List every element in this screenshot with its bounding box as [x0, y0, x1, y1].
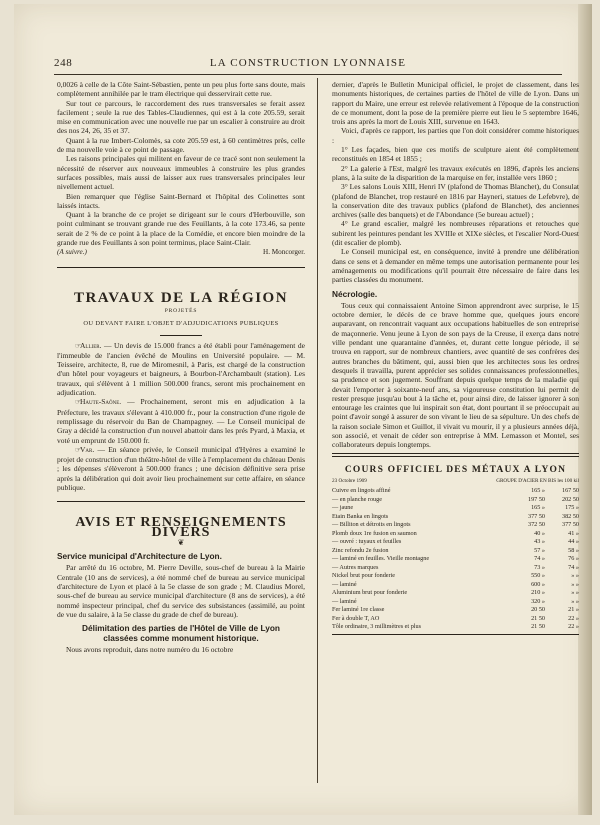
metal-label: Zinc refondu 2e fusion	[332, 546, 389, 554]
metal-label: Etain Banka en lingots	[332, 512, 389, 520]
price-high: 202 50	[561, 495, 579, 503]
price-low: 197 50	[527, 495, 545, 503]
list-item: 4° Le grand escalier, malgré les nombreuses réparations et retouches que subirent les peintures pendant les XVIIIe et XIXe siècles, et l'escalier Nord-Ouest (dit escalier de plomb).	[332, 219, 579, 248]
metal-label: Tôle ordinaire, 3 millimètres et plus	[332, 623, 422, 631]
price-low: 210 »	[531, 589, 545, 597]
price-low: 20 50	[531, 606, 545, 614]
price-low: 73 »	[534, 563, 545, 571]
table-row	[332, 496, 579, 505]
price-low: 43 »	[534, 538, 545, 546]
metals-date: 23 Octobre 1909	[332, 477, 367, 484]
price-high: 167 50	[561, 487, 579, 495]
price-high: 74 »	[568, 563, 579, 571]
paragraph: 0,0026 à celle de la Côte Saint-Sébastien, pente un peu plus forte sans doute, mais complètement annihilée par le tram électrique qui desservirait cette rue.	[57, 80, 305, 99]
metal-label: — ouvré : tuyaux et feuilles	[332, 538, 402, 546]
metals-price-table	[332, 487, 579, 632]
metal-label: Fer à double T, AO	[332, 614, 380, 622]
table-row	[332, 623, 579, 632]
table-row	[332, 555, 579, 564]
table-row	[332, 513, 579, 522]
price-high: 22 »	[568, 623, 579, 631]
metals-table-subheader	[332, 477, 579, 486]
price-low: 377 50	[527, 512, 545, 520]
ornament-icon: ❦	[177, 537, 185, 547]
left-column	[57, 80, 305, 654]
price-high: 22 »	[568, 614, 579, 622]
metal-label: — jaune	[332, 504, 354, 512]
table-row	[332, 598, 579, 607]
table-row	[332, 530, 579, 539]
price-low: 40 »	[534, 529, 545, 537]
price-low: 600 »	[531, 580, 545, 588]
section-heading: Délimitation des parties de l'Hôtel de Ville de Lyon classées comme monument historique.	[82, 623, 280, 643]
table-row	[332, 572, 579, 581]
paragraph: Nous avons reproduit, dans notre numéro du 16 octobre	[66, 644, 234, 654]
paragraph: Quant à la rue Imbert-Colomès, sa cote 205.59 est, à 60 centimètres près, celle de ma nouvelle voie à ce point de passage.	[57, 135, 305, 155]
price-high: 76 »	[568, 555, 579, 563]
paragraph: Voici, d'après ce rapport, les parties que l'on doit considérer comme historiques :	[332, 126, 579, 145]
price-low: 21 50	[531, 623, 545, 631]
table-row	[332, 547, 579, 556]
table-row	[332, 487, 579, 496]
price-high: 377 50	[561, 521, 579, 529]
price-high: 382 50	[561, 512, 579, 520]
metal-label: Plomb doux 1re fusion en saumon	[332, 529, 417, 537]
paragraph: Sur tout ce parcours, le raccordement des rues transversales se ferait assez facilement ; seule la rue des Tables-Claudiennes, qui est à la cote 205.59, serait mise en communication avec une nouvelle rue par un escalier à construire au droit des nos 24, 26, 35 et 37.	[57, 98, 305, 136]
paragraph: Par arrêté du 16 octobre, M. Pierre Deville, sous-chef de bureau à la Mairie Centrale (10 ans de services), a été nommé chef de bureau au service municipal d'architecture de Lyon et placé à la 5e classe de son grade ; M. Claudius Morel, sous-chef de bureau au service municipal d'architecture (8 ans de services), a été nommé inspecteur principal, chef du service des subsistances (assimilé, au point de vue du salaire, à la 5e classe du grade de chef de bureau).	[57, 563, 305, 619]
price-low: 74 »	[534, 555, 545, 563]
metal-label: Cuivre en lingots affiné	[332, 487, 391, 495]
table-rule	[332, 634, 579, 635]
table-row	[332, 538, 579, 547]
list-item: 2° La galerie à l'Est, malgré les travaux exécutés en 1896, d'après les anciens plans, à la suite de la disparition de la marquise en fer, installée vers 1860 ;	[332, 163, 579, 182]
travaux-subtitle-2: OU DEVANT FAIRE L'OBJET D'ADJUDICATIONS PUBLIQUES	[83, 320, 279, 328]
table-row	[332, 615, 579, 624]
journal-title: LA CONSTRUCTION LYONNAISE	[209, 57, 407, 69]
table-row	[332, 606, 579, 615]
author-name: H. Moncorger.	[263, 248, 305, 257]
price-high: 21 »	[568, 606, 579, 614]
price-low: 57 »	[534, 546, 545, 554]
list-item: 3° Les salons Louis XIII, Henri IV (plafond de Thomas Blanchet), du Consulat (plafond de Blanchet, trop restauré en 1816 par Hayneri, statues de Lefebvre), de la conservation dite des travaux publics (plafond de Blanchet), des anciennes archives (salle des banquets) et de l'Abondance (5e bureau actuel) ;	[332, 182, 579, 220]
section-rule	[57, 267, 305, 268]
short-rule	[160, 335, 202, 336]
metal-label: — Autres marques	[332, 563, 379, 571]
price-high: » »	[571, 572, 579, 580]
metals-column-header: GROUPE D'ACIER EN BIS les 100 kil	[496, 477, 579, 484]
travaux-item: ☞Allier. — Un devis de 15.000 francs a été établi pour l'aménagement de l'immeuble de l'ancien évêché de Moulins en Université populaire. — M. Teisseire, architecte, 8, rue de Miromesnil, à Paris, est chargé de la construction d'un hôtel pour voyageurs et baigneurs, à Bourbon-l'Archambault (station). Les travaux, qui s'élèvent à 1 million 500.000 francs, seront mis prochainement en adjudication.	[57, 340, 305, 398]
metals-table-title: COURS OFFICIEL DES MÉTAUX A LYON	[344, 464, 567, 475]
section-heading: Nécrologie.	[332, 288, 378, 299]
page-number: 248	[54, 57, 73, 69]
list-item: 1° Les façades, bien que ces motifs de sculpture aient été complètement reconstitués en 1854 et 1855 ;	[332, 145, 579, 164]
price-high: » »	[571, 589, 579, 597]
metal-label: — Billiton et détroits en lingots	[332, 521, 411, 529]
table-row	[332, 521, 579, 530]
travaux-title: TRAVAUX DE LA RÉGION	[73, 289, 289, 306]
paragraph: Tous ceux qui connaissaient Antoine Simon apprendront avec surprise, le 15 octobre dernier, le décès de ce brave homme que, quelques jours encore auparavant, on rencontrait vaquant aux occupations habituelles de son entreprise de maçonnerie. Venu jeune à Lyon de son pays de la Creuse, il exerça dans notre ville pendant une quarantaine d'années, et, durant cette longue période, il se trouva en rapport, sur de nombreux chantiers, avec quantité de ses confrères des autres branches du bâtiment, qui, aussi bien que les architectes sous les ordres desquels il travailla, purent apprécier ses solides connaissances professionnelles, sa prudence et son jugement. Souffrant depuis quelque temps de la maladie qui devait l'emporter à soixante-neuf ans, sa vigoureuse constitution lui permit de rester presque jusqu'au bout à la tâche et, pour ainsi dire, de laisser ignorer à son entourage les craintes que lui inspirait son état, dont pourtant il se préoccupait au point d'avoir songé à assurer de son vivant le lieu de sa sépulture. Un des chefs de la raison sociale Simon et Guillot, il vivait vu mourir, il y a plusieurs années déjà, son associé, et venait de céder son entreprise à MM. Lemasson et Montel, ses collaborateurs depuis longtemps.	[332, 300, 579, 450]
table-row	[332, 564, 579, 573]
right-column	[332, 80, 579, 635]
paragraph: Bien remarquer que l'église Saint-Bernard et l'hôpital des Colinettes sont laissés intacts.	[57, 191, 305, 210]
avis-title: AVIS ET RENSEIGNEMENTS DIVERS	[75, 515, 287, 540]
price-high: 58 »	[568, 546, 579, 554]
column-divider	[317, 78, 318, 783]
header-rule	[54, 74, 562, 75]
price-low: 550 »	[531, 572, 545, 580]
table-row	[332, 504, 579, 513]
table-row	[332, 589, 579, 598]
newspaper-page	[14, 4, 592, 815]
price-high: 44 »	[568, 538, 579, 546]
travaux-item: ☞Haute-Saône. — Prochainement, seront mis en adjudication à la Préfecture, les travaux s'élevant à 410.000 fr., pour la construction d'une rigole de remplissage du réservoir du Ban de Champagney. — Le Conseil municipal de Gray a décidé la construction d'un nouvel abattoir dans les prés Pyard, à Maxia, et voté un emprunt de 150.000 fr.	[57, 397, 305, 445]
price-low: 165 »	[531, 504, 545, 512]
section-rule	[332, 453, 579, 457]
price-low: 320 »	[531, 597, 545, 605]
paragraph: Les raisons principales qui militent en faveur de ce tracé sont non seulement la nécessité de réserver aux nouveaux immeubles à construire les plus grandes surfaces possibles, mais aussi de laisser aux rues transversales principales leur nivellement actuel.	[57, 154, 305, 192]
paragraph: Quant à la branche de ce projet se dirigeant sur le cours d'Herbouville, son point culminant se trouvant grande rue des Feuillants, à la cote 173.46, sa pente serait de 2 % de ce point à la place de la Comédie, et encore bien moindre de la grande rue des Feuillants à son point terminus, place Saint-Clair.	[57, 210, 305, 248]
section-heading: Service municipal d'Architecture de Lyon.	[57, 551, 222, 562]
page-header	[54, 57, 562, 73]
price-high: » »	[571, 597, 579, 605]
metal-label: Fer laminé 1re classe	[332, 606, 385, 614]
price-high: 41 »	[568, 529, 579, 537]
paragraph: dernier, d'après le Bulletin Municipal officiel, le projet de classement, dans les monuments historiques, de certaines parties de l'hôtel de ville de Lyon. Dans un rapport du Maire, une erreur est relevée relativement à l'époque de la construction de ce monument, dont la pose de la première pierre eut lieu le 5 septembre 1646, trois ans après la mort de Louis XIII, survenue en 1643.	[332, 80, 579, 127]
to-be-continued: (A suivre.)	[57, 248, 87, 257]
price-low: 372 50	[527, 521, 545, 529]
price-high: 175 »	[565, 504, 579, 512]
section-rule	[57, 501, 305, 502]
metal-label: — laminé	[332, 580, 357, 588]
price-low: 21 50	[531, 614, 545, 622]
paragraph: Le Conseil municipal est, en conséquence, invité à prendre une délibération dans ce sens et à demander en même temps une autorisation permanente pour les aménagements ou modifications qu'il pourrait être nécessaire de faire dans les parties classées du monument.	[332, 247, 579, 285]
metal-label: Aluminium brut pour fonderie	[332, 589, 408, 597]
article-signature	[57, 248, 305, 257]
price-low: 165 »	[531, 487, 545, 495]
table-row	[332, 581, 579, 590]
price-high: » »	[571, 580, 579, 588]
pointing-hand-icon: ☞	[75, 341, 82, 350]
binding-spine	[578, 4, 592, 815]
metal-label: — laminé	[332, 597, 357, 605]
metal-label: Nickel brut pour fonderie	[332, 572, 396, 580]
travaux-subtitle: PROJETÉS	[164, 307, 198, 314]
pointing-hand-icon: ☞	[75, 398, 82, 407]
travaux-item: ☞Var. — En séance privée, le Conseil municipal d'Hyères a examiné le projet de construction d'un théâtre-hôtel de ville à l'emplacement du château Denis ; les dépenses s'élèveront à 500.000 francs ; une décision définitive sera prise après la délibération qui doit avoir lieu prochainement sur cette affaire, en séance publique.	[57, 444, 305, 492]
metal-label: — laminé en feuilles. Vieille montagne	[332, 555, 430, 563]
metal-label: — en planche rouge	[332, 495, 382, 503]
pointing-hand-icon: ☞	[75, 445, 82, 454]
